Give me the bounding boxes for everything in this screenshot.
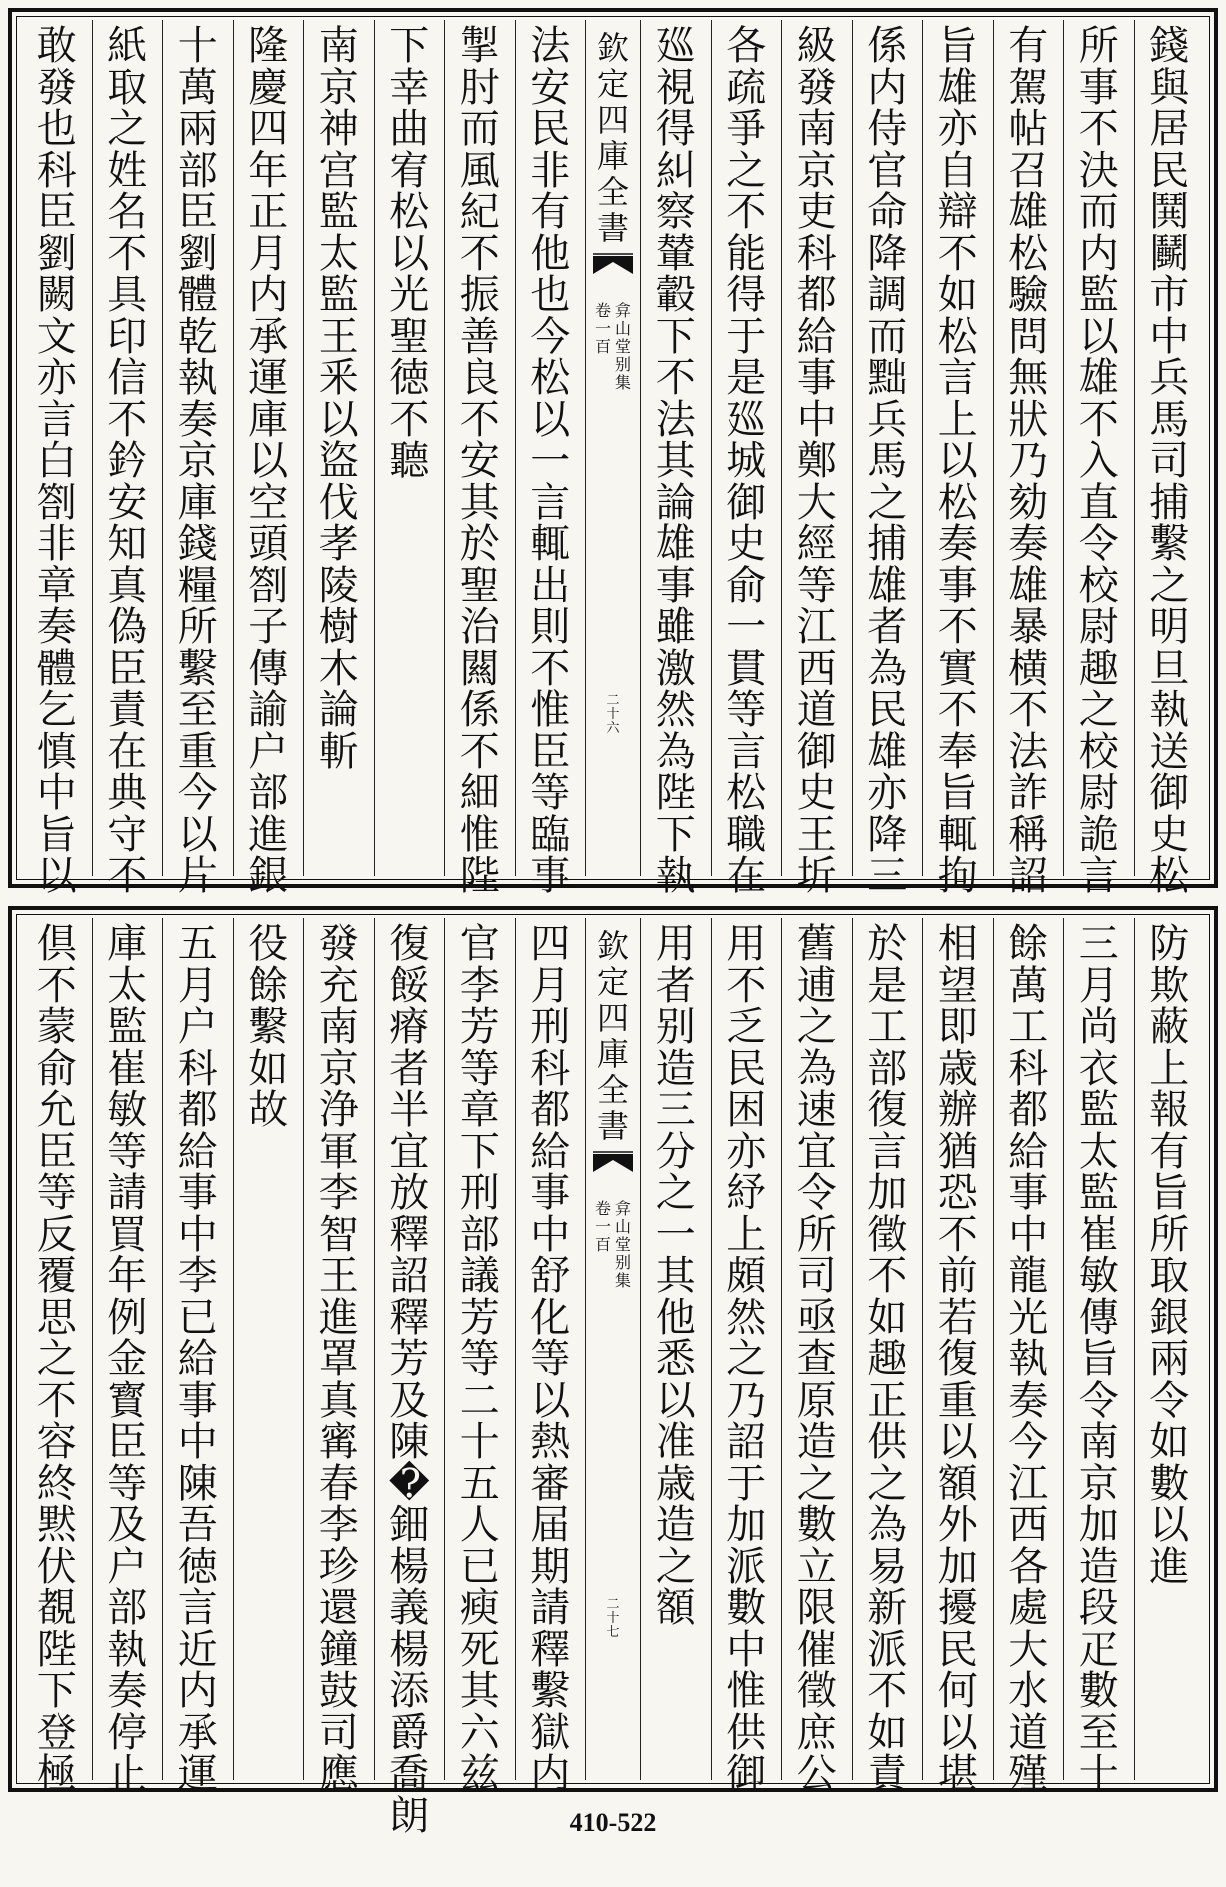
text-column [162, 20, 233, 899]
book-spine [585, 20, 640, 876]
text-column [515, 918, 586, 1797]
text-column [22, 918, 92, 1797]
top-columns [22, 20, 1204, 899]
text-column [640, 918, 711, 1780]
text-column [303, 20, 374, 876]
column-text: 敢 發 也 科 臣 劉 闕 文 亦 言 白 劄 非 章 奏 體 乞 慎 中 旨 以 [36, 23, 77, 899]
fishtail-mark-icon [591, 1150, 635, 1190]
column-text: 下 幸 曲 宥 松 以 光 聖 徳 不 聽 [389, 23, 430, 484]
column-text: 掣 肘 而 風 紀 不 振 善 良 不 安 其 於 聖 治 闗 係 不 細 惟 陛 [459, 23, 500, 899]
text-column [444, 918, 515, 1797]
text-column [993, 20, 1064, 899]
column-text: 庫 太 監 崔 敏 等 請 買 年 例 金 寳 臣 等 及 户 部 執 奏 停 止 [107, 921, 148, 1797]
column-text: 法 安 民 非 有 他 也 今 松 以 一 言 輒 出 則 不 惟 臣 等 臨 事 [530, 23, 571, 899]
text-column [922, 20, 993, 899]
column-text: 相 望 即 歳 辦 猶 恐 不 前 若 復 重 以 額 外 加 擾 民 何 以 堪 [937, 921, 978, 1797]
column-text: 用 不 乏 民 困 亦 紓 上 頗 然 之 乃 詔 于 加 派 數 中 惟 供 御 [726, 921, 767, 1797]
text-column [515, 20, 586, 899]
text-column [1134, 20, 1205, 899]
text-column [781, 918, 852, 1797]
column-text: 餘 萬 工 科 都 給 事 中 龍 光 執 奏 今 江 西 各 處 大 水 道 殣 [1008, 921, 1049, 1797]
column-text: 三 月 尚 衣 監 太 監 崔 敏 傳 旨 令 南 京 加 造 段 疋 數 至 十 [1078, 921, 1119, 1797]
text-column [993, 918, 1064, 1797]
column-text: 四 月 刑 科 都 給 事 中 舒 化 等 以 熱 審 届 期 請 釋 繫 獄 内 [530, 921, 571, 1797]
column-text: 南 京 神 宫 監 太 監 王 釆 以 盜 伐 孝 陵 樹 木 論 斬 [318, 23, 359, 775]
column-text: 紙 取 之 姓 名 不 具 印 信 不 鈐 安 知 真 偽 臣 責 在 典 守 不 [107, 23, 148, 899]
spine-page-number: 二 十 六 [606, 693, 620, 736]
column-text: 級 發 南 京 吏 科 都 給 事 中 鄭 大 經 等 江 西 道 御 史 王 圻 [796, 23, 837, 899]
column-text: 發 充 南 京 浄 軍 李 智 王 進 罩 真 寗 春 李 珍 還 鐘 鼓 司 應 [318, 921, 359, 1797]
column-text: 係 内 侍 官 命 降 調 而 黜 兵 馬 之 捕 雄 者 為 民 雄 亦 降 三 [867, 23, 908, 899]
text-column [233, 20, 304, 899]
text-column [162, 918, 233, 1797]
column-text: 舊 逋 之 為 速 宜 令 所 司 亟 查 原 造 之 數 立 限 催 徵 庶 公 [796, 921, 837, 1797]
text-column [92, 20, 163, 899]
text-column [233, 918, 304, 1780]
column-text: 隆 慶 四 年 正 月 内 承 運 庫 以 空 頭 劄 子 傳 諭 户 部 進 銀 [248, 23, 289, 899]
column-text: 五 月 户 科 都 給 事 中 李 已 給 事 中 陳 吾 徳 言 近 内 承 運 [177, 921, 218, 1797]
spine-page-number: 二 十 七 [606, 1597, 620, 1640]
text-column [781, 20, 852, 899]
text-column [711, 20, 782, 899]
fishtail-mark-icon [591, 252, 635, 292]
column-text: 所 事 不 決 而 内 監 以 雄 不 入 直 令 校 尉 趣 之 校 尉 詭 言 [1078, 23, 1119, 899]
text-column [640, 20, 711, 899]
column-text: 錢 與 居 民 鬨 鬭 市 中 兵 馬 司 捕 繫 之 明 旦 執 送 御 史 松 [1149, 23, 1190, 899]
text-column [1063, 918, 1134, 1797]
spine-volume: 卷 一 百 [594, 1199, 611, 1254]
column-text: 官 李 芳 等 章 下 刑 部 議 芳 等 二 十 五 人 已 瘐 死 其 六 兹 [459, 921, 500, 1797]
text-column [303, 918, 374, 1797]
spine-collection: 弇 山 堂 别 集 [615, 1199, 632, 1290]
text-column [711, 918, 782, 1797]
column-text: 倶 不 蒙 俞 允 臣 等 反 覆 思 之 不 容 終 黙 伏 覩 陛 下 登 極 [36, 921, 77, 1797]
page-label: 410-522 [569, 1808, 657, 1837]
column-text: 廵 視 得 糾 察 輦 轂 下 不 法 其 論 雄 事 雖 激 然 為 陛 下 執 [655, 23, 696, 899]
text-column [22, 20, 92, 899]
book-spine [585, 918, 640, 1780]
spine-title: 欽 定 四 庫 全 書 [596, 29, 629, 247]
column-text: 有 駕 帖 召 雄 松 驗 問 無 狀 乃 劾 奏 雄 暴 横 不 法 詐 稱 詔 [1008, 23, 1049, 899]
column-text: 旨 雄 亦 自 辯 不 如 松 言 上 以 松 奏 事 不 實 不 奉 旨 輒 拘 [937, 23, 978, 899]
text-column [852, 20, 923, 899]
column-text: 防 欺 蔽 上 報 有 旨 所 取 銀 兩 令 如 數 以 進 [1149, 921, 1190, 1590]
spine-volume: 卷 一 百 [594, 301, 611, 356]
column-text: 於 是 工 部 復 言 加 徵 不 如 趣 正 供 之 為 易 新 派 不 如 責 [867, 921, 908, 1797]
top-page-frame [8, 8, 1218, 899]
spine-title: 欽 定 四 庫 全 書 [596, 927, 629, 1145]
column-text: 各 疏 爭 之 不 能 得 于 是 廵 城 御 史 俞 一 貫 等 言 松 職 在 [726, 23, 767, 899]
text-column [1063, 20, 1134, 899]
column-text: 用 者 别 造 三 分 之 一 其 他 悉 以 准 歳 造 之 額 [655, 921, 696, 1631]
text-column [852, 918, 923, 1797]
text-column [374, 918, 445, 1839]
column-text: 復 餒 瘠 者 半 宜 放 釋 詔 釋 芳 及 陳 � 鈿 楊 義 楊 添 爵 喬 朗 [388, 921, 430, 1839]
text-column [1134, 918, 1205, 1780]
text-column [444, 20, 515, 899]
text-column [92, 918, 163, 1797]
text-column [374, 20, 445, 876]
column-text: 十 萬 兩 部 臣 劉 體 乾 執 奏 京 庫 錢 糧 所 繫 至 重 今 以 片 [177, 23, 218, 899]
column-text: 役 餘 繫 如 故 [248, 921, 289, 1133]
spine-collection: 弇 山 堂 别 集 [615, 301, 632, 392]
text-column [922, 918, 993, 1797]
